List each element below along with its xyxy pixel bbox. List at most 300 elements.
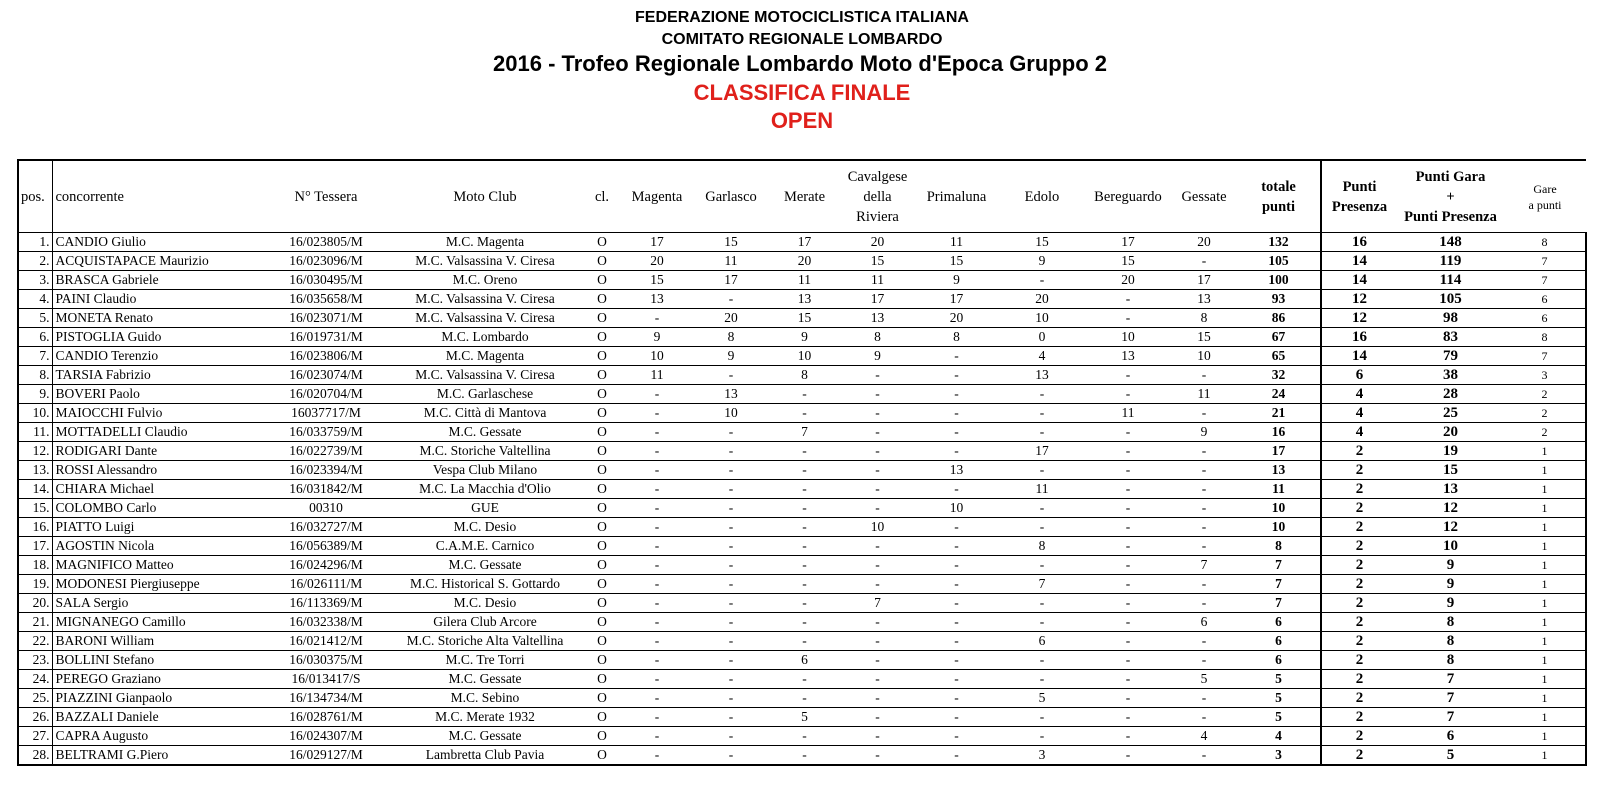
cell-gessate-points: 8 — [1171, 309, 1237, 328]
federation-name: FEDERAZIONE MOTOCICLISTICA ITALIANA — [635, 9, 969, 26]
cell-card-number: 16/024296/M — [266, 556, 386, 575]
cell-competitor-name: AGOSTIN Nicola — [52, 537, 266, 556]
cell-bereguardo-points: 10 — [1085, 328, 1171, 347]
cell-total-points: 7 — [1237, 556, 1321, 575]
cell-scoring-races: 1 — [1504, 442, 1586, 461]
cell-cavalgese-points: - — [841, 537, 914, 556]
table-row — [18, 271, 1586, 290]
cell-garlasco-points: - — [694, 290, 768, 309]
cell-moto-club: M.C. Sebino — [386, 689, 584, 708]
cell-gessate-points: 13 — [1171, 290, 1237, 309]
cell-garlasco-points: - — [694, 480, 768, 499]
cell-moto-club: M.C. La Macchia d'Olio — [386, 480, 584, 499]
cell-total-points: 10 — [1237, 499, 1321, 518]
cell-position: 10. — [18, 404, 52, 423]
cell-bereguardo-points: - — [1085, 670, 1171, 689]
cell-scoring-races: 1 — [1504, 632, 1586, 651]
cell-edolo-points: 9 — [999, 252, 1085, 271]
cell-competitor-name: BARONI William — [52, 632, 266, 651]
cell-total-points: 17 — [1237, 442, 1321, 461]
cell-presence-points: 2 — [1321, 708, 1397, 727]
cell-magenta-points: - — [620, 708, 694, 727]
cell-garlasco-points: 17 — [694, 271, 768, 290]
table-row — [18, 461, 1586, 480]
cell-garlasco-points: 9 — [694, 347, 768, 366]
cell-gessate-points: 4 — [1171, 727, 1237, 746]
cell-cavalgese-points: 7 — [841, 594, 914, 613]
cell-moto-club: M.C. Gessate — [386, 423, 584, 442]
cell-primaluna-points: - — [914, 708, 999, 727]
cell-position: 4. — [18, 290, 52, 309]
cell-edolo-points: - — [999, 423, 1085, 442]
cell-magenta-points: - — [620, 556, 694, 575]
cell-total-points: 7 — [1237, 594, 1321, 613]
cell-competitor-name: PAINI Claudio — [52, 290, 266, 309]
cell-competitor-name: PIATTO Luigi — [52, 518, 266, 537]
cell-primaluna-points: 8 — [914, 328, 999, 347]
cell-cavalgese-points: - — [841, 727, 914, 746]
cell-grand-total: 15 — [1397, 461, 1504, 480]
cell-garlasco-points: - — [694, 423, 768, 442]
cell-cavalgese-points: - — [841, 689, 914, 708]
cell-grand-total: 6 — [1397, 727, 1504, 746]
col-header-magenta: Magenta — [620, 160, 694, 233]
cell-moto-club: M.C. Desio — [386, 594, 584, 613]
cell-card-number: 16/024307/M — [266, 727, 386, 746]
cell-moto-club: M.C. Magenta — [386, 233, 584, 252]
cell-garlasco-points: - — [694, 632, 768, 651]
table-row — [18, 746, 1586, 766]
cell-card-number: 16/035658/M — [266, 290, 386, 309]
cell-cavalgese-points: 10 — [841, 518, 914, 537]
cell-primaluna-points: - — [914, 651, 999, 670]
cell-magenta-points: 11 — [620, 366, 694, 385]
cell-scoring-races: 1 — [1504, 556, 1586, 575]
cell-garlasco-points: - — [694, 537, 768, 556]
cell-competitor-name: MODONESI Piergiuseppe — [52, 575, 266, 594]
cell-competitor-name: PEREGO Graziano — [52, 670, 266, 689]
cell-grand-total: 8 — [1397, 613, 1504, 632]
cell-bereguardo-points: - — [1085, 727, 1171, 746]
cell-presence-points: 16 — [1321, 233, 1397, 252]
cell-presence-points: 2 — [1321, 442, 1397, 461]
cell-edolo-points: 17 — [999, 442, 1085, 461]
cell-total-points: 8 — [1237, 537, 1321, 556]
cell-merate-points: 13 — [768, 290, 841, 309]
cell-grand-total: 7 — [1397, 689, 1504, 708]
cell-class: O — [584, 575, 620, 594]
cell-competitor-name: PIAZZINI Gianpaolo — [52, 689, 266, 708]
cell-moto-club: M.C. Magenta — [386, 347, 584, 366]
cell-edolo-points: - — [999, 518, 1085, 537]
cell-magenta-points: - — [620, 594, 694, 613]
cell-cavalgese-points: - — [841, 613, 914, 632]
cell-merate-points: - — [768, 442, 841, 461]
cell-garlasco-points: - — [694, 670, 768, 689]
table-row — [18, 651, 1586, 670]
col-header-primaluna: Primaluna — [914, 160, 999, 233]
cell-edolo-points: 13 — [999, 366, 1085, 385]
cell-primaluna-points: 17 — [914, 290, 999, 309]
col-header-scoring-races — [1504, 160, 1586, 233]
cell-bereguardo-points: - — [1085, 708, 1171, 727]
cell-scoring-races: 6 — [1504, 290, 1586, 309]
cell-edolo-points: 5 — [999, 689, 1085, 708]
cell-position: 15. — [18, 499, 52, 518]
col-header-class: cl. — [584, 160, 620, 233]
cell-garlasco-points: - — [694, 594, 768, 613]
cell-merate-points: 9 — [768, 328, 841, 347]
col-header-presence — [1321, 160, 1397, 233]
cell-competitor-name: MAGNIFICO Matteo — [52, 556, 266, 575]
cell-merate-points: - — [768, 727, 841, 746]
cell-edolo-points: - — [999, 499, 1085, 518]
cell-position: 13. — [18, 461, 52, 480]
cell-presence-points: 2 — [1321, 537, 1397, 556]
cell-edolo-points: 7 — [999, 575, 1085, 594]
cell-total-points: 4 — [1237, 727, 1321, 746]
cell-cavalgese-points: - — [841, 385, 914, 404]
table-row — [18, 518, 1586, 537]
cell-moto-club: M.C. Tre Torri — [386, 651, 584, 670]
cell-total-points: 93 — [1237, 290, 1321, 309]
cell-garlasco-points: 13 — [694, 385, 768, 404]
cell-competitor-name: PISTOGLIA Guido — [52, 328, 266, 347]
cell-cavalgese-points: 8 — [841, 328, 914, 347]
table-row — [18, 670, 1586, 689]
col-header-presence-line2: Presenza — [1331, 198, 1388, 215]
cell-bereguardo-points: - — [1085, 385, 1171, 404]
cell-grand-total: 9 — [1397, 575, 1504, 594]
cell-card-number: 16/032727/M — [266, 518, 386, 537]
cell-primaluna-points: - — [914, 347, 999, 366]
cell-class: O — [584, 670, 620, 689]
cell-presence-points: 6 — [1321, 366, 1397, 385]
cell-total-points: 5 — [1237, 708, 1321, 727]
cell-primaluna-points: - — [914, 442, 999, 461]
cell-bereguardo-points: - — [1085, 461, 1171, 480]
cell-total-points: 21 — [1237, 404, 1321, 423]
cell-grand-total: 8 — [1397, 651, 1504, 670]
cell-cavalgese-points: - — [841, 651, 914, 670]
table-row — [18, 632, 1586, 651]
cell-moto-club: M.C. Garlaschese — [386, 385, 584, 404]
cell-grand-total: 10 — [1397, 537, 1504, 556]
cell-moto-club: M.C. Gessate — [386, 727, 584, 746]
cell-magenta-points: - — [620, 575, 694, 594]
cell-total-points: 5 — [1237, 670, 1321, 689]
col-header-races-line1: Gare — [1533, 181, 1557, 196]
cell-class: O — [584, 556, 620, 575]
cell-magenta-points: - — [620, 746, 694, 766]
cell-presence-points: 12 — [1321, 290, 1397, 309]
cell-grand-total: 105 — [1397, 290, 1504, 309]
cell-edolo-points: - — [999, 727, 1085, 746]
cell-cavalgese-points: - — [841, 442, 914, 461]
cell-cavalgese-points: - — [841, 575, 914, 594]
cell-cavalgese-points: 9 — [841, 347, 914, 366]
cell-position: 18. — [18, 556, 52, 575]
cell-card-number: 16/020704/M — [266, 385, 386, 404]
cell-position: 7. — [18, 347, 52, 366]
cell-gessate-points: 15 — [1171, 328, 1237, 347]
cell-gessate-points: - — [1171, 366, 1237, 385]
cell-gessate-points: - — [1171, 575, 1237, 594]
table-row — [18, 537, 1586, 556]
cell-garlasco-points: - — [694, 575, 768, 594]
cell-magenta-points: - — [620, 442, 694, 461]
col-header-races-line2: a punti — [1528, 197, 1562, 212]
cell-scoring-races: 1 — [1504, 708, 1586, 727]
cell-edolo-points: 3 — [999, 746, 1085, 766]
cell-moto-club: M.C. Merate 1932 — [386, 708, 584, 727]
cell-presence-points: 2 — [1321, 499, 1397, 518]
cell-bereguardo-points: - — [1085, 480, 1171, 499]
cell-gessate-points: - — [1171, 499, 1237, 518]
cell-card-number: 16/023074/M — [266, 366, 386, 385]
cell-card-number: 16/023394/M — [266, 461, 386, 480]
cell-gessate-points: - — [1171, 594, 1237, 613]
cell-bereguardo-points: - — [1085, 518, 1171, 537]
cell-position: 21. — [18, 613, 52, 632]
cell-bereguardo-points: - — [1085, 632, 1171, 651]
cell-merate-points: - — [768, 746, 841, 766]
cell-presence-points: 2 — [1321, 670, 1397, 689]
cell-competitor-name: MONETA Renato — [52, 309, 266, 328]
cell-card-number: 16/026111/M — [266, 575, 386, 594]
cell-merate-points: 6 — [768, 651, 841, 670]
table-row — [18, 442, 1586, 461]
cell-position: 23. — [18, 651, 52, 670]
cell-edolo-points: - — [999, 556, 1085, 575]
cell-moto-club: M.C. Gessate — [386, 556, 584, 575]
cell-bereguardo-points: 11 — [1085, 404, 1171, 423]
cell-scoring-races: 1 — [1504, 575, 1586, 594]
cell-class: O — [584, 385, 620, 404]
cell-gessate-points: 17 — [1171, 271, 1237, 290]
cell-bereguardo-points: - — [1085, 594, 1171, 613]
cell-grand-total: 7 — [1397, 670, 1504, 689]
cell-moto-club: M.C. Valsassina V. Ciresa — [386, 366, 584, 385]
cell-total-points: 3 — [1237, 746, 1321, 766]
table-row — [18, 328, 1586, 347]
cell-scoring-races: 1 — [1504, 670, 1586, 689]
cell-class: O — [584, 404, 620, 423]
cell-class: O — [584, 442, 620, 461]
cell-competitor-name: ACQUISTAPACE Maurizio — [52, 252, 266, 271]
col-header-garlasco: Garlasco — [694, 160, 768, 233]
cell-total-points: 10 — [1237, 518, 1321, 537]
cell-position: 14. — [18, 480, 52, 499]
cell-cavalgese-points: 17 — [841, 290, 914, 309]
table-row — [18, 233, 1586, 252]
table-row — [18, 290, 1586, 309]
cell-card-number: 16/013417/S — [266, 670, 386, 689]
cell-presence-points: 2 — [1321, 480, 1397, 499]
cell-total-points: 13 — [1237, 461, 1321, 480]
cell-competitor-name: CHIARA Michael — [52, 480, 266, 499]
cell-moto-club: M.C. Desio — [386, 518, 584, 537]
cell-merate-points: - — [768, 537, 841, 556]
cell-scoring-races: 6 — [1504, 309, 1586, 328]
cell-class: O — [584, 271, 620, 290]
cell-position: 9. — [18, 385, 52, 404]
cell-primaluna-points: - — [914, 727, 999, 746]
cell-competitor-name: BRASCA Gabriele — [52, 271, 266, 290]
cell-class: O — [584, 727, 620, 746]
cell-position: 27. — [18, 727, 52, 746]
table-row — [18, 499, 1586, 518]
col-header-cavalgese-line2: della — [863, 188, 892, 205]
cell-position: 11. — [18, 423, 52, 442]
cell-competitor-name: MIGNANEGO Camillo — [52, 613, 266, 632]
cell-garlasco-points: - — [694, 461, 768, 480]
col-header-total-line1: totale — [1261, 178, 1296, 195]
cell-magenta-points: - — [620, 651, 694, 670]
cell-cavalgese-points: - — [841, 404, 914, 423]
cell-magenta-points: - — [620, 480, 694, 499]
cell-class: O — [584, 518, 620, 537]
cell-card-number: 16/023805/M — [266, 233, 386, 252]
cell-primaluna-points: 15 — [914, 252, 999, 271]
cell-merate-points: 5 — [768, 708, 841, 727]
cell-moto-club: M.C. Gessate — [386, 670, 584, 689]
cell-merate-points: - — [768, 689, 841, 708]
cell-grand-total: 79 — [1397, 347, 1504, 366]
cell-competitor-name: BOLLINI Stefano — [52, 651, 266, 670]
cell-primaluna-points: - — [914, 537, 999, 556]
cell-competitor-name: SALA Sergio — [52, 594, 266, 613]
cell-edolo-points: - — [999, 613, 1085, 632]
cell-gessate-points: 11 — [1171, 385, 1237, 404]
cell-total-points: 105 — [1237, 252, 1321, 271]
cell-total-points: 7 — [1237, 575, 1321, 594]
cell-edolo-points: 10 — [999, 309, 1085, 328]
cell-gessate-points: - — [1171, 442, 1237, 461]
cell-garlasco-points: 11 — [694, 252, 768, 271]
cell-merate-points: 17 — [768, 233, 841, 252]
cell-bereguardo-points: - — [1085, 290, 1171, 309]
cell-card-number: 16/023071/M — [266, 309, 386, 328]
cell-cavalgese-points: - — [841, 556, 914, 575]
cell-presence-points: 2 — [1321, 556, 1397, 575]
cell-cavalgese-points: - — [841, 366, 914, 385]
cell-presence-points: 2 — [1321, 632, 1397, 651]
cell-garlasco-points: - — [694, 366, 768, 385]
cell-grand-total: 148 — [1397, 233, 1504, 252]
cell-class: O — [584, 328, 620, 347]
col-header-presence-line1: Punti — [1342, 178, 1377, 195]
cell-cavalgese-points: 11 — [841, 271, 914, 290]
cell-moto-club: Gilera Club Arcore — [386, 613, 584, 632]
col-header-name: concorrente — [52, 160, 266, 233]
cell-grand-total: 7 — [1397, 708, 1504, 727]
cell-presence-points: 16 — [1321, 328, 1397, 347]
cell-primaluna-points: - — [914, 689, 999, 708]
cell-competitor-name: RODIGARI Dante — [52, 442, 266, 461]
cell-total-points: 6 — [1237, 651, 1321, 670]
cell-magenta-points: - — [620, 499, 694, 518]
cell-presence-points: 12 — [1321, 309, 1397, 328]
cell-magenta-points: - — [620, 423, 694, 442]
cell-scoring-races: 8 — [1504, 233, 1586, 252]
cell-total-points: 86 — [1237, 309, 1321, 328]
cell-class: O — [584, 594, 620, 613]
cell-garlasco-points: - — [694, 689, 768, 708]
cell-card-number: 16/033759/M — [266, 423, 386, 442]
cell-gessate-points: - — [1171, 404, 1237, 423]
cell-card-number: 16/019731/M — [266, 328, 386, 347]
cell-magenta-points: - — [620, 689, 694, 708]
cell-moto-club: M.C. Lombardo — [386, 328, 584, 347]
cell-garlasco-points: - — [694, 651, 768, 670]
cell-merate-points: 7 — [768, 423, 841, 442]
cell-grand-total: 12 — [1397, 518, 1504, 537]
page-title: 2016 - Trofeo Regionale Lombardo Moto d'Epoca Gruppo 2 — [493, 51, 1107, 76]
cell-moto-club: Vespa Club Milano — [386, 461, 584, 480]
cell-card-number: 16/023096/M — [266, 252, 386, 271]
cell-edolo-points: - — [999, 385, 1085, 404]
cell-bereguardo-points: - — [1085, 575, 1171, 594]
cell-position: 6. — [18, 328, 52, 347]
cell-merate-points: - — [768, 518, 841, 537]
cell-moto-club: M.C. Oreno — [386, 271, 584, 290]
cell-total-points: 132 — [1237, 233, 1321, 252]
cell-magenta-points: 9 — [620, 328, 694, 347]
cell-gessate-points: 6 — [1171, 613, 1237, 632]
cell-scoring-races: 1 — [1504, 480, 1586, 499]
col-header-merate: Merate — [768, 160, 841, 233]
cell-edolo-points: - — [999, 271, 1085, 290]
cell-cavalgese-points: - — [841, 480, 914, 499]
cell-gessate-points: - — [1171, 518, 1237, 537]
cell-primaluna-points: - — [914, 480, 999, 499]
cell-bereguardo-points: 17 — [1085, 233, 1171, 252]
cell-class: O — [584, 461, 620, 480]
cell-cavalgese-points: 13 — [841, 309, 914, 328]
cell-position: 3. — [18, 271, 52, 290]
cell-garlasco-points: - — [694, 442, 768, 461]
cell-position: 2. — [18, 252, 52, 271]
cell-grand-total: 20 — [1397, 423, 1504, 442]
cell-competitor-name: BOVERI Paolo — [52, 385, 266, 404]
col-header-total — [1237, 160, 1321, 233]
cell-presence-points: 2 — [1321, 613, 1397, 632]
cell-position: 24. — [18, 670, 52, 689]
cell-moto-club: M.C. Città di Mantova — [386, 404, 584, 423]
table-row — [18, 366, 1586, 385]
cell-card-number: 16/113369/M — [266, 594, 386, 613]
cell-primaluna-points: - — [914, 385, 999, 404]
cell-gessate-points: - — [1171, 252, 1237, 271]
cell-competitor-name: MAIOCCHI Fulvio — [52, 404, 266, 423]
cell-class: O — [584, 689, 620, 708]
cell-card-number: 16/030375/M — [266, 651, 386, 670]
cell-position: 20. — [18, 594, 52, 613]
cell-competitor-name: BAZZALI Daniele — [52, 708, 266, 727]
cell-position: 17. — [18, 537, 52, 556]
cell-bereguardo-points: - — [1085, 366, 1171, 385]
table-row — [18, 556, 1586, 575]
cell-garlasco-points: - — [694, 613, 768, 632]
cell-magenta-points: - — [620, 670, 694, 689]
cell-moto-club: M.C. Storiche Alta Valtellina — [386, 632, 584, 651]
cell-primaluna-points: - — [914, 366, 999, 385]
cell-card-number: 16/022739/M — [266, 442, 386, 461]
col-header-club: Moto Club — [386, 160, 584, 233]
cell-magenta-points: - — [620, 727, 694, 746]
cell-competitor-name: ROSSI Alessandro — [52, 461, 266, 480]
